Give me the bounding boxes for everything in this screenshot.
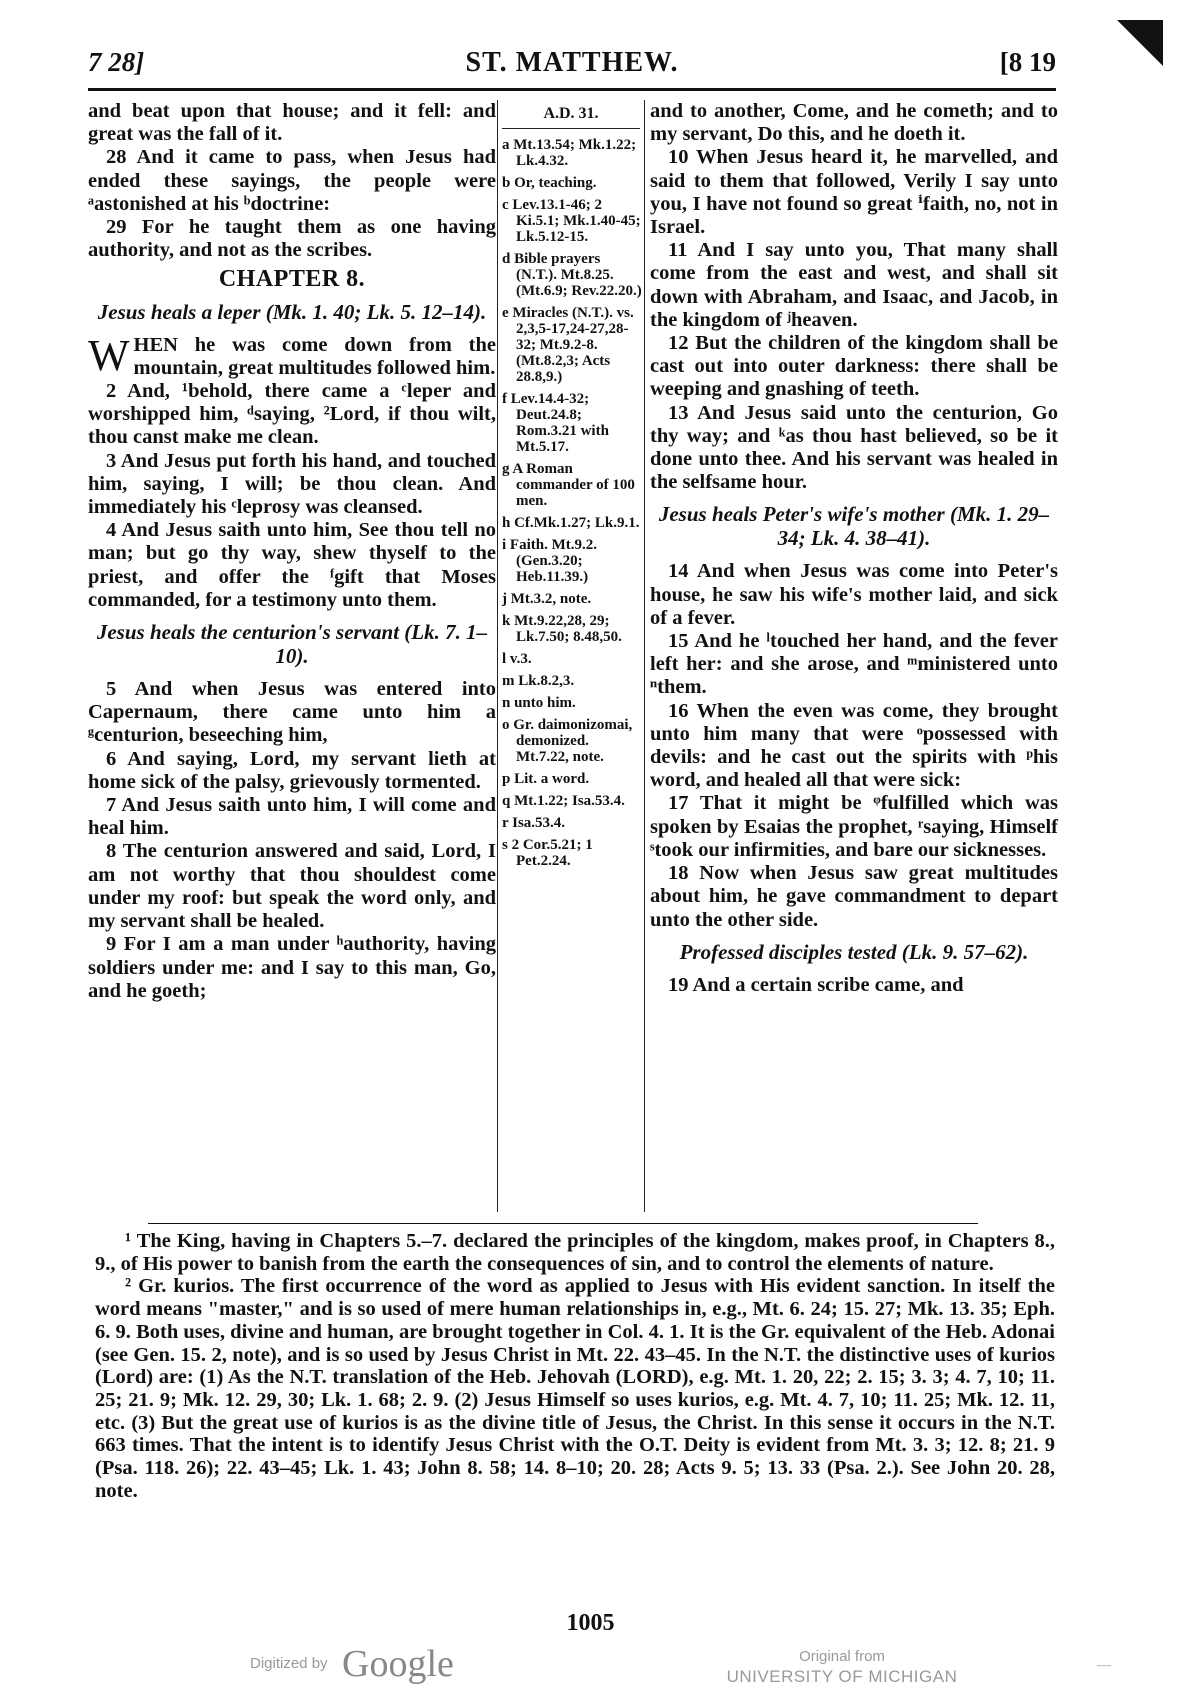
margin-note: o Gr. daimonizomai, demonized. Mt.7.22, note. — [502, 717, 633, 765]
margin-note: f Lev.14.4-32; Deut.24.8; Rom.3.21 with Mt.5.17. — [502, 391, 609, 455]
footnote-rule — [148, 1223, 978, 1224]
verse-6: 6 And saying, Lord, my servant lieth at home sick of the palsy, grievously tormented. — [88, 747, 496, 793]
verse-text: and beat upon that house; and it fell: and great was the fall of it. — [88, 100, 496, 146]
verse-15: 15 And he ˡtouched her hand, and the fever left her: and she arose, and ᵐministered unto ⁿthem. — [650, 630, 1058, 699]
page-corner-mark — [1117, 20, 1163, 66]
source-attribution — [722, 1647, 962, 1687]
margin-note: g A Roman commander of 100 men. — [502, 461, 635, 509]
section-heading-leper: Jesus heals a leper (Mk. 1. 40; Lk. 5. 12–14). — [97, 299, 487, 324]
verse-4: 4 And Jesus saith unto him, See thou tell no man; but go thy way, shew thyself to the priest, and offer the ᶠgift that Moses commanded, for a testimony unto them. — [88, 519, 496, 611]
chapter-heading: CHAPTER 8. — [218, 266, 366, 293]
header-left-reference: 7 28] — [88, 47, 145, 77]
margin-note: r Isa.53.4. — [502, 815, 566, 831]
margin-note: e Miracles (N.T.). vs. 2,3,5-17,24-27,28-32; Mt.9.2-8. (Mt.8.2,3; Acts 28.8,9.) — [502, 305, 634, 385]
verse-5: 5 And when Jesus was entered into Capernaum, there came unto him a ᵍcenturion, beseeching him, — [88, 678, 496, 747]
margin-note: c Lev.13.1-46; 2 Ki.5.1; Mk.1.40-45; Lk.5.12-15. — [502, 197, 641, 245]
margin-note: a Mt.13.54; Mk.1.22; Lk.4.32. — [502, 137, 637, 169]
verse-7: 7 And Jesus saith unto him, I will come and heal him. — [88, 794, 496, 840]
verse-17: 17 That it might be ᵠfulfilled which was spoken by Esaias the prophet, ʳsaying, Himself ˢtook our infirmities, and bare our sicknesses. — [650, 792, 1058, 861]
section-heading-disciples: Professed disciples tested (Lk. 9. 57–62). — [679, 939, 1029, 964]
verse-3: 3 And Jesus put forth his hand, and touched him, saying, I will; be thou clean. And immediately his ᶜleprosy was cleansed. — [88, 449, 496, 519]
verse-11: 11 And I say unto you, That many shall come from the east and west, and shall sit down with Abraham, and Isaac, and Jacob, in the kingdom of ʲheaven. — [650, 239, 1058, 331]
verse-13: 13 And Jesus said unto the centurion, Go thy way; and ᵏas thou hast believed, so be it done unto thee. And his servant was healed in the selfsame hour. — [650, 401, 1058, 494]
margin-note: j Mt.3.2, note. — [502, 591, 592, 607]
section-heading-peters-mother: Jesus heals Peter's wife's mother (Mk. 1. 29–34; Lk. 4. 38–41). — [658, 502, 1050, 551]
margin-references-column — [497, 100, 645, 1212]
margin-note: m Lk.8.2,3. — [502, 673, 575, 689]
section-heading-centurion: Jesus heals the centurion's servant (Lk. 7. 1–10). — [96, 620, 488, 669]
university-label: UNIVERSITY OF MICHIGAN — [726, 1667, 958, 1686]
verse-8: 8 The centurion answered and said, Lord, I am not worthy that thou shouldest come under my roof: but speak the word only, and my servant shall be healed. — [88, 840, 496, 933]
margin-note: b Or, teaching. — [502, 175, 597, 191]
header-right-reference: [8 19 — [999, 47, 1056, 77]
margin-note: q Mt.1.22; Isa.53.4. — [502, 793, 625, 809]
verse-12: 12 But the children of the kingdom shall be cast out into outer darkness: there shall be weeping and gnashing of teeth. — [650, 332, 1058, 401]
footnotes — [95, 1230, 1055, 1502]
margin-note: n unto him. — [502, 695, 576, 711]
verse-14: 14 And when Jesus was come into Peter's house, he saw his wife's mother laid, and sick of a fever. — [650, 560, 1058, 629]
verse-19: 19 And a certain scribe came, and — [668, 973, 964, 996]
page-number: 1005 — [566, 1610, 615, 1636]
footnote-2: ² Gr. kurios. The first occurrence of the word as applied to Jesus with His evident sanction. In itself the word means "master," and is so used of mere human relationships in, e.g., Mt. 6. 24; 15. 27; Mk. 13. 35; Eph. 6. 9. Both uses, divine and human, are brought together in Col. 4. 1. It is the Gr. equivalent of the Heb. Adonai (see Gen. 15. 2, note), and is so used by Jesus Christ in Mt. 22. 43–45. In the N.T. the distinctive uses of kurios (Lord) are: (1) As the N.T. translation of the Heb. Jehovah (LORD), e.g. Mt. 1. 20, 22; 2. 15; 3. 3; 4. 7, 10; 11. 25; 21. 9; Mk. 12. 29, 30; Lk. 1. 68; 2. 9. (2) Jesus Himself so uses kurios, e.g. Mt. 4. 7, 10; 11. 25; Mk. 12. 11, etc. (3) But the great use of kurios is as the divine title of Jesus, the Christ. In this sense it occurs in the N.T. 663 times. That the intent is to identify Jesus Christ with the O.T. Deity is evident from Mt. 3. 3; 12. 8; 21. 9 (Psa. 118. 26); 22. 43–45; Lk. 1. 43; John 8. 58; 14. 8–10; 20. 28; Acts 9. 5; 13. 33 (Psa. 2.). See John 20. 28, note. — [95, 1275, 1055, 1502]
verse-29: 29 For he taught them as one having authority, and not as the scribes. — [88, 216, 496, 262]
margin-note: p Lit. a word. — [502, 771, 590, 787]
verse-16: 16 When the even was come, they brought unto him many that were ᵒpossessed with devils: and he cast out the spirits with ᵖhis word, and healed all that were sick: — [650, 699, 1058, 792]
header-book-title: ST. MATTHEW. — [465, 47, 679, 78]
scan-mark: — — [1097, 1658, 1111, 1673]
google-logo: Google — [342, 1643, 454, 1685]
verse-18: 18 Now when Jesus saw great multitudes about him, he gave commandment to depart unto the other side. — [650, 862, 1058, 931]
margin-note: k Mt.9.22,28, 29; Lk.7.50; 8.48,50. — [502, 613, 622, 645]
verse-text: and to another, Come, and he cometh; and to my servant, Do this, and he doeth it. — [650, 100, 1058, 146]
margin-note: h Cf.Mk.1.27; Lk.9.1. — [502, 515, 640, 531]
digitized-by-label: Digitized by — [250, 1655, 328, 1672]
verse-28: 28 And it came to pass, when Jesus had ended these sayings, the people were ᵃastonished at his ᵇdoctrine: — [88, 146, 496, 215]
verse-1: HEN he was come down from the mountain, great multitudes followed him. — [133, 333, 496, 379]
margin-note: l v.3. — [502, 651, 532, 667]
margin-date: A.D. 31. — [502, 100, 640, 129]
margin-note: s 2 Cor.5.21; 1 Pet.2.24. — [502, 837, 593, 869]
margin-note: d Bible prayers (N.T.). Mt.8.25. (Mt.6.9; Rev.22.20.) — [502, 251, 642, 299]
running-header — [88, 47, 1056, 87]
original-from-label: Original from — [799, 1648, 885, 1665]
verse-2: 2 And, ¹behold, there came a ᶜleper and worshipped him, ᵈsaying, ²Lord, if thou wilt, thou canst make me clean. — [88, 380, 496, 449]
footnote-1: ¹ The King, having in Chapters 5.–7. declared the principles of the kingdom, makes proof, in Chapters 8., 9., of His power to banish from the earth the consequences of sin, and to control the elements of nature. — [95, 1230, 1055, 1275]
verse-10: 10 When Jesus heard it, he marvelled, and said to them that followed, Verily I say unto you, I have not found so great ⁱfaith, no, not in Israel. — [650, 146, 1058, 239]
verse-9: 9 For I am a man under ʰauthority, having soldiers under me: and I say to this man, Go, and he goeth; — [88, 933, 496, 1002]
header-rule — [88, 88, 1056, 91]
drop-cap: W — [88, 330, 130, 380]
left-text-column — [88, 100, 496, 1003]
margin-note: i Faith. Mt.9.2. (Gen.3.20; Heb.11.39.) — [502, 537, 597, 585]
right-text-column — [650, 100, 1058, 997]
